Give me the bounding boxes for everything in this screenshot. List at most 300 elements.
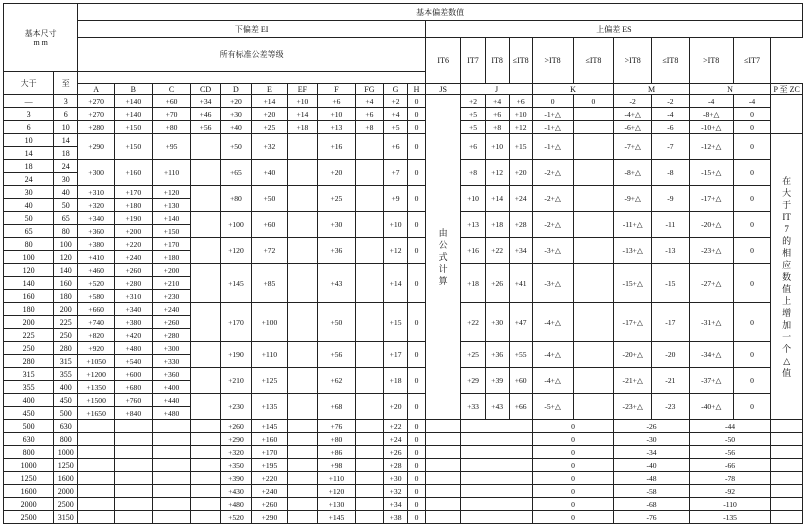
dev-a: [78, 433, 115, 446]
dev-j-it8: +47: [509, 303, 532, 342]
dev-k-le-it8: -1+△: [532, 121, 573, 134]
size-over: 450: [4, 407, 54, 420]
letter-fg: FG: [355, 84, 383, 95]
dev-c: +170: [152, 238, 191, 251]
dev-j-it7: +4: [485, 95, 509, 108]
dev-b: +280: [114, 277, 152, 290]
dev-k-gt-it8: [573, 212, 614, 238]
dev-n-gt-it8: 0: [733, 160, 771, 186]
size-to: 10: [54, 121, 78, 134]
size-to: 180: [54, 290, 78, 303]
size-to: 250: [54, 329, 78, 342]
dev-a: +300: [78, 160, 115, 186]
dev-c: [152, 420, 191, 433]
dev-fg: [355, 368, 383, 394]
fundamental-deviation-table: [3, 3, 803, 524]
table-row: [4, 446, 803, 459]
dev-h: 0: [408, 485, 426, 498]
dev-ef: [287, 212, 317, 238]
dev-n-gt-it8: 0: [733, 342, 771, 368]
dev-js: [425, 485, 461, 498]
dev-a: +660: [78, 303, 115, 316]
size-to: 30: [54, 173, 78, 186]
dev-fg: [355, 485, 383, 498]
dev-ef: [287, 134, 317, 160]
dev-p-zc: [771, 511, 803, 524]
dev-k-gt-it8: [573, 134, 614, 160]
dev-a: [78, 472, 115, 485]
dev-fg: [355, 459, 383, 472]
dev-c: [152, 433, 191, 446]
dev-a: +1500: [78, 394, 115, 407]
dev-b: +480: [114, 342, 152, 355]
dev-g: +22: [384, 420, 408, 433]
dev-e: +160: [252, 433, 288, 446]
over-header: 大于: [4, 72, 54, 95]
grade-head-it6: IT6: [425, 38, 461, 84]
dev-c: +120: [152, 186, 191, 199]
dev-h: 0: [408, 368, 426, 394]
size-to: 120: [54, 251, 78, 264]
dev-ef: [287, 186, 317, 212]
table-row: [4, 238, 803, 251]
dev-n-le-it8: -27+△: [689, 264, 733, 303]
dev-m-gt-it8: -11: [652, 212, 690, 238]
dev-ef: [287, 238, 317, 264]
dev-ef: [287, 446, 317, 459]
dev-n-le-it8: -31+△: [689, 303, 733, 342]
dev-fg: [355, 472, 383, 485]
dev-m-le-it8: -13+△: [614, 238, 652, 264]
size-over: 14: [4, 147, 54, 160]
dev-a: +820: [78, 329, 115, 342]
table-row: [4, 459, 803, 472]
dev-e: +60: [252, 212, 288, 238]
dev-g: +7: [384, 160, 408, 186]
dev-f: +86: [318, 446, 356, 459]
dev-k-le-it8: -3+△: [532, 238, 573, 264]
dev-ef: [287, 459, 317, 472]
dev-cd: +56: [191, 121, 220, 134]
dev-a: [78, 446, 115, 459]
dev-fg: [355, 264, 383, 303]
dev-c: [152, 472, 191, 485]
dev-c: +130: [152, 199, 191, 212]
dev-m-gt-it8: -6: [652, 121, 690, 134]
dev-f: +110: [318, 472, 356, 485]
table-row: [4, 433, 803, 446]
js-formula-text: 由公式计算: [438, 228, 448, 286]
dev-cd: [191, 472, 220, 485]
dev-j-it7: +8: [485, 121, 509, 134]
dev-k-le-it8: -2+△: [532, 160, 573, 186]
dev-a: +1650: [78, 407, 115, 420]
dev-js: [425, 511, 461, 524]
dev-a: +1050: [78, 355, 115, 368]
dev-n: -66: [689, 459, 771, 472]
grade-head-n-gt-it8: >IT8: [689, 38, 733, 84]
dev-n-le-it8: -20+△: [689, 212, 733, 238]
size-to: 24: [54, 160, 78, 173]
dev-g: +4: [384, 108, 408, 121]
dev-m-le-it8: -8+△: [614, 160, 652, 186]
dev-c: +230: [152, 290, 191, 303]
dev-d: +230: [220, 394, 251, 420]
dev-j: [461, 472, 532, 485]
dev-cd: [191, 420, 220, 433]
dev-k: 0: [532, 498, 614, 511]
dev-m-le-it8: -15+△: [614, 264, 652, 303]
dev-k-le-it8: -2+△: [532, 186, 573, 212]
dev-f: +145: [318, 511, 356, 524]
dev-h: 0: [408, 264, 426, 303]
dev-k-le-it8: 0: [532, 95, 573, 108]
dev-b: +600: [114, 368, 152, 381]
dev-c: [152, 446, 191, 459]
size-over: 100: [4, 251, 54, 264]
dev-m: -34: [614, 446, 689, 459]
dev-c: +210: [152, 277, 191, 290]
dev-f: +10: [318, 108, 356, 121]
dev-c: +330: [152, 355, 191, 368]
dev-g: +9: [384, 186, 408, 212]
table-row: [4, 264, 803, 277]
grade-head-k-le-it8: ≤IT8: [509, 38, 532, 84]
table-row: [4, 121, 803, 134]
dev-f: +6: [318, 95, 356, 108]
dev-f: +30: [318, 212, 356, 238]
dev-m: -76: [614, 511, 689, 524]
lower-deviation-header: 下偏差 EI: [78, 21, 426, 38]
dev-ef: [287, 433, 317, 446]
dev-fg: [355, 212, 383, 238]
letter-n: N: [689, 84, 771, 95]
dev-k-le-it8: -4+△: [532, 342, 573, 368]
table-row: [4, 212, 803, 225]
size-to: 3: [54, 95, 78, 108]
size-to: 1600: [54, 472, 78, 485]
dev-n: -92: [689, 485, 771, 498]
size-to: 1250: [54, 459, 78, 472]
dev-m-le-it8: -2: [614, 95, 652, 108]
dev-ef: [287, 394, 317, 420]
size-over: 500: [4, 420, 54, 433]
dev-fg: [355, 342, 383, 368]
dev-n: -110: [689, 498, 771, 511]
dev-j-it7: +39: [485, 368, 509, 394]
size-over: 120: [4, 264, 54, 277]
size-to: 50: [54, 199, 78, 212]
size-over: 250: [4, 342, 54, 355]
dev-j-it7: +6: [485, 108, 509, 121]
dev-n-gt-it8: 0: [733, 303, 771, 342]
dev-h: 0: [408, 134, 426, 160]
dev-g: +17: [384, 342, 408, 368]
dev-g: +30: [384, 472, 408, 485]
dev-p-zc: [771, 459, 803, 472]
dev-b: +140: [114, 95, 152, 108]
dev-j-it7: +10: [485, 134, 509, 160]
dev-d: +50: [220, 134, 251, 160]
dev-m-gt-it8: -7: [652, 134, 690, 160]
dev-b: +140: [114, 108, 152, 121]
dev-e: +170: [252, 446, 288, 459]
dev-f: +50: [318, 303, 356, 342]
dev-f: +36: [318, 238, 356, 264]
dev-ef: [287, 472, 317, 485]
letter-f: F: [318, 84, 356, 95]
dev-fg: [355, 511, 383, 524]
dev-e: +14: [252, 95, 288, 108]
basic-deviation-header: 基本偏差数值: [78, 4, 803, 21]
dev-d: +80: [220, 186, 251, 212]
dev-a: [78, 459, 115, 472]
dev-cd: +34: [191, 95, 220, 108]
dev-fg: [355, 420, 383, 433]
dev-f: +43: [318, 264, 356, 303]
dev-d: +190: [220, 342, 251, 368]
dev-g: +34: [384, 498, 408, 511]
dev-b: +540: [114, 355, 152, 368]
letter-a: A: [78, 84, 115, 95]
dev-fg: [355, 186, 383, 212]
letter-b: B: [114, 84, 152, 95]
dev-j-it6: +18: [461, 264, 485, 303]
dev-a: [78, 485, 115, 498]
dev-cd: [191, 368, 220, 394]
size-over: 50: [4, 212, 54, 225]
dev-fg: [355, 446, 383, 459]
dev-a: +360: [78, 225, 115, 238]
dev-g: +26: [384, 446, 408, 459]
dev-d: +350: [220, 459, 251, 472]
dev-k-le-it8: -4+△: [532, 368, 573, 394]
size-to: 40: [54, 186, 78, 199]
dev-a: +340: [78, 212, 115, 225]
dev-j-it6: +5: [461, 121, 485, 134]
dev-h: 0: [408, 121, 426, 134]
dev-ef: [287, 485, 317, 498]
size-to: 200: [54, 303, 78, 316]
size-to: 400: [54, 381, 78, 394]
dev-j-it8: +12: [509, 121, 532, 134]
dev-k: 0: [532, 472, 614, 485]
dev-n-le-it8: -17+△: [689, 186, 733, 212]
dev-j-it6: +16: [461, 238, 485, 264]
dev-b: [114, 433, 152, 446]
dev-c: +95: [152, 134, 191, 160]
dev-g: +10: [384, 212, 408, 238]
dev-fg: +4: [355, 95, 383, 108]
table-row: [4, 160, 803, 173]
dev-a: +410: [78, 251, 115, 264]
dev-j-it6: +5: [461, 108, 485, 121]
dev-g: +24: [384, 433, 408, 446]
dev-e: +50: [252, 186, 288, 212]
dev-j-it7: +14: [485, 186, 509, 212]
dev-n-gt-it8: 0: [733, 121, 771, 134]
size-to: 2000: [54, 485, 78, 498]
size-over: —: [4, 95, 54, 108]
dev-b: +420: [114, 329, 152, 342]
dev-fg: [355, 433, 383, 446]
dev-n-gt-it8: 0: [733, 212, 771, 238]
dev-n-le-it8: -12+△: [689, 134, 733, 160]
size-to: 65: [54, 212, 78, 225]
dev-j-it6: +6: [461, 134, 485, 160]
dev-k-le-it8: -2+△: [532, 212, 573, 238]
dev-a: +280: [78, 121, 115, 134]
grade-head-k-gt-it8: >IT8: [532, 38, 573, 84]
dev-c: +110: [152, 160, 191, 186]
dev-j-it7: +30: [485, 303, 509, 342]
size-to: 6: [54, 108, 78, 121]
dev-b: [114, 459, 152, 472]
dev-j-it6: +22: [461, 303, 485, 342]
dev-g: +12: [384, 238, 408, 264]
dev-cd: [191, 485, 220, 498]
dev-j-it6: +10: [461, 186, 485, 212]
dev-d: +40: [220, 121, 251, 134]
dev-m-le-it8: -17+△: [614, 303, 652, 342]
dev-e: +195: [252, 459, 288, 472]
dev-b: +190: [114, 212, 152, 225]
dev-k-le-it8: -3+△: [532, 264, 573, 303]
grade-head-m-gt-it8: >IT8: [614, 38, 652, 84]
dev-c: +260: [152, 316, 191, 329]
size-over: 180: [4, 303, 54, 316]
dev-a: +740: [78, 316, 115, 329]
dev-d: +145: [220, 264, 251, 303]
dev-ef: +14: [287, 108, 317, 121]
dev-n-le-it8: -23+△: [689, 238, 733, 264]
dev-k-gt-it8: [573, 121, 614, 134]
dev-c: [152, 498, 191, 511]
size-over: 18: [4, 160, 54, 173]
dev-m: -40: [614, 459, 689, 472]
dev-d: +320: [220, 446, 251, 459]
dev-f: +130: [318, 498, 356, 511]
dev-j: [461, 485, 532, 498]
dev-k-gt-it8: [573, 368, 614, 394]
dev-j-it8: +55: [509, 342, 532, 368]
dev-n-gt-it8: 0: [733, 186, 771, 212]
dev-k-gt-it8: [573, 303, 614, 342]
dev-cd: [191, 446, 220, 459]
size-to: 630: [54, 420, 78, 433]
dev-a: +270: [78, 108, 115, 121]
dev-a: +460: [78, 264, 115, 277]
js-formula-note: [425, 95, 461, 420]
size-to: 1000: [54, 446, 78, 459]
dev-f: +62: [318, 368, 356, 394]
dev-k-le-it8: -1+△: [532, 134, 573, 160]
dev-h: 0: [408, 446, 426, 459]
dev-h: 0: [408, 212, 426, 238]
dev-fg: [355, 238, 383, 264]
dev-cd: [191, 264, 220, 303]
dev-j: [461, 498, 532, 511]
dev-fg: +6: [355, 108, 383, 121]
dev-m-gt-it8: -23: [652, 394, 690, 420]
dev-e: +110: [252, 342, 288, 368]
dev-j-it8: +34: [509, 238, 532, 264]
dev-cd: [191, 186, 220, 212]
dev-m-le-it8: -9+△: [614, 186, 652, 212]
dev-p-zc: [771, 498, 803, 511]
dev-a: +1350: [78, 381, 115, 394]
dev-g: +15: [384, 303, 408, 342]
table-row: [4, 394, 803, 407]
grade-head-p-le-it7: ≤IT7: [733, 38, 771, 84]
size-to: 2500: [54, 498, 78, 511]
dev-c: +200: [152, 264, 191, 277]
dev-e: +260: [252, 498, 288, 511]
size-over: 800: [4, 446, 54, 459]
dev-h: 0: [408, 420, 426, 433]
dev-m-gt-it8: -4: [652, 108, 690, 121]
dev-cd: [191, 459, 220, 472]
size-to: 355: [54, 368, 78, 381]
dev-c: +440: [152, 394, 191, 407]
size-over: 3: [4, 108, 54, 121]
dev-cd: [191, 342, 220, 368]
dev-d: +65: [220, 160, 251, 186]
dev-e: +40: [252, 160, 288, 186]
dev-n-le-it8: -15+△: [689, 160, 733, 186]
dev-b: +380: [114, 316, 152, 329]
dev-m-gt-it8: -2: [652, 95, 690, 108]
dev-n-le-it8: -34+△: [689, 342, 733, 368]
dev-j-it7: +36: [485, 342, 509, 368]
dev-g: +20: [384, 394, 408, 420]
dev-fg: [355, 160, 383, 186]
size-over: 1000: [4, 459, 54, 472]
dev-h: 0: [408, 238, 426, 264]
letter-k: K: [532, 84, 614, 95]
dev-a: +290: [78, 134, 115, 160]
dev-d: +120: [220, 238, 251, 264]
dev-js: [425, 420, 461, 433]
dev-k: 0: [532, 446, 614, 459]
dev-b: +680: [114, 381, 152, 394]
dev-f: +80: [318, 433, 356, 446]
dev-ef: [287, 342, 317, 368]
dev-cd: [191, 511, 220, 524]
dev-p-zc: [771, 485, 803, 498]
dev-k: 0: [532, 420, 614, 433]
dev-ef: [287, 511, 317, 524]
dev-ef: [287, 303, 317, 342]
dev-b: +840: [114, 407, 152, 420]
dev-f: +20: [318, 160, 356, 186]
dev-cd: [191, 160, 220, 186]
dev-g: +18: [384, 368, 408, 394]
dev-n-gt-it8: 0: [733, 108, 771, 121]
dev-p-zc: [771, 95, 803, 134]
dev-cd: [191, 303, 220, 342]
dev-fg: [355, 134, 383, 160]
size-over: 2500: [4, 511, 54, 524]
dev-h: 0: [408, 303, 426, 342]
dev-k: 0: [532, 459, 614, 472]
dev-m-gt-it8: -8: [652, 160, 690, 186]
dev-f: +120: [318, 485, 356, 498]
size-over: 24: [4, 173, 54, 186]
dev-j-it7: +22: [485, 238, 509, 264]
dev-j: [461, 420, 532, 433]
dev-j-it7: +26: [485, 264, 509, 303]
